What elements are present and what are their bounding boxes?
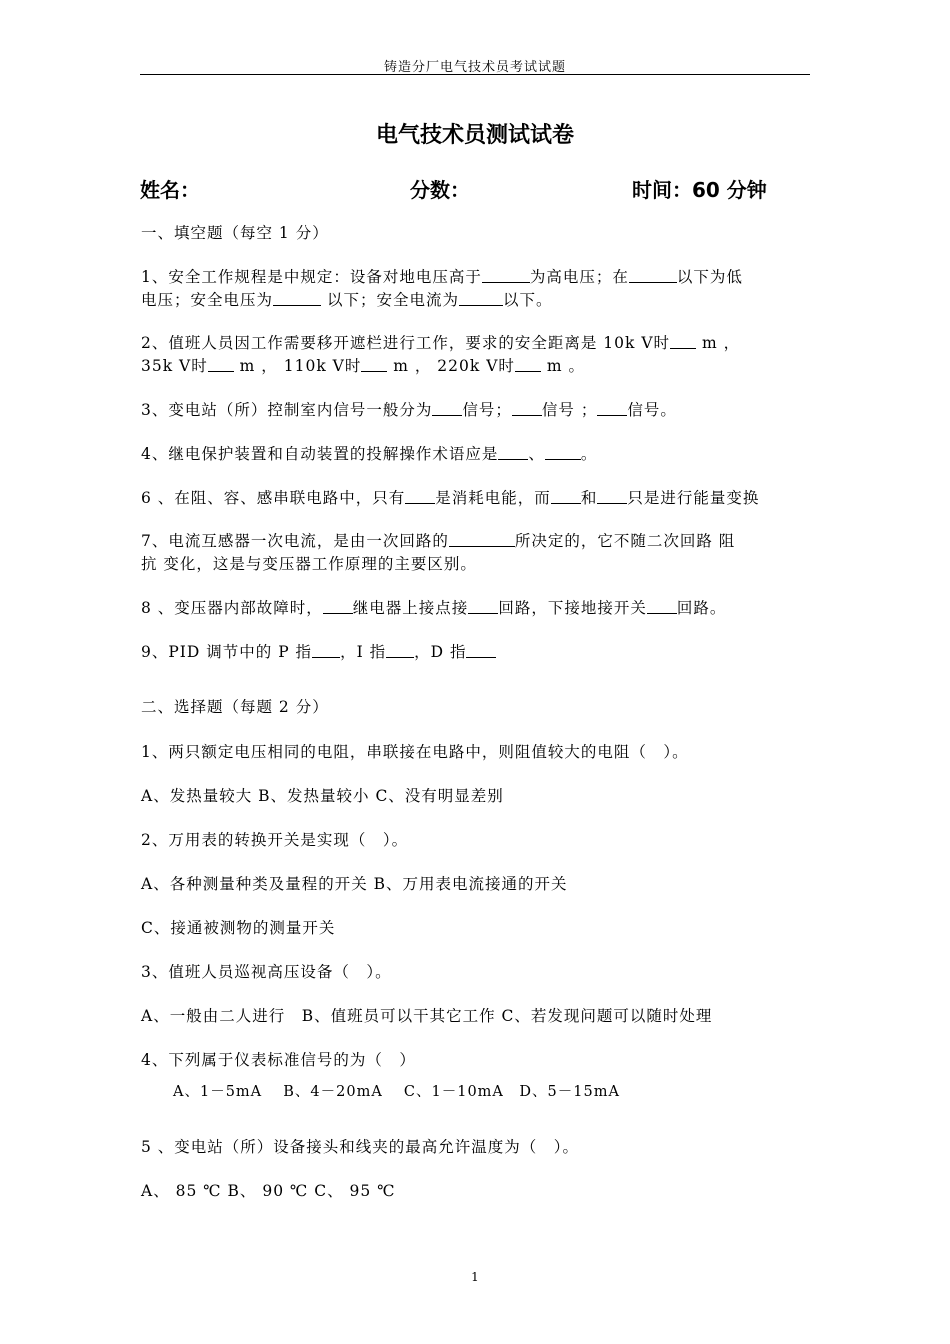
answer-blank[interactable] bbox=[515, 355, 541, 372]
q-text: 6 、在阻、容、感串联电路中，只有 bbox=[141, 489, 406, 507]
q-text: ，D 指 bbox=[414, 643, 467, 661]
answer-blank[interactable] bbox=[498, 443, 528, 460]
question-2-1-options: A、发热量较大 B、发热量较小 C、没有明显差别 bbox=[141, 787, 504, 805]
answer-blank[interactable] bbox=[545, 443, 581, 460]
question-1-2 bbox=[141, 332, 816, 354]
answer-blank[interactable] bbox=[323, 597, 353, 614]
answer-blank[interactable] bbox=[670, 332, 696, 349]
q-text: 以下；安全电流为 bbox=[321, 291, 459, 309]
question-2-5: 5 、变电站（所）设备接头和线夹的最高允许温度为（ ）。 bbox=[141, 1138, 580, 1156]
question-1-1 bbox=[141, 266, 816, 288]
answer-blank[interactable] bbox=[468, 597, 498, 614]
answer-blank[interactable] bbox=[647, 597, 677, 614]
q-text: 7、电流互感器一次电流，是由一次回路的 bbox=[141, 532, 449, 550]
question-2-3: 3、值班人员巡视高压设备（ ）。 bbox=[141, 963, 392, 981]
time-label: 时间：60 分钟 bbox=[632, 178, 767, 202]
answer-blank[interactable] bbox=[273, 289, 321, 306]
question-2-2-options: A、各种测量种类及量程的开关 B、万用表电流接通的开关 bbox=[141, 875, 568, 893]
question-2-2: 2、万用表的转换开关是实现（ ）。 bbox=[141, 831, 409, 849]
answer-blank[interactable] bbox=[597, 399, 627, 416]
question-1-9 bbox=[141, 641, 816, 663]
q-text: ，I 指 bbox=[340, 643, 387, 661]
question-1-7-cont: 抗 变化，这是与变压器工作原理的主要区别。 bbox=[141, 555, 477, 573]
running-header: 铸造分厂电气技术员考试试题 bbox=[383, 60, 566, 75]
question-1-4 bbox=[141, 443, 816, 465]
answer-blank[interactable] bbox=[512, 399, 542, 416]
q-text: 所决定的，它不随二次回路 阻 bbox=[514, 532, 736, 550]
answer-blank[interactable] bbox=[482, 266, 530, 283]
q-text: 为高电压；在 bbox=[529, 268, 629, 286]
question-2-3-options: A、一般由二人进行 B、值班员可以干其它工作 C、若发现问题可以随时处理 bbox=[141, 1007, 713, 1025]
answer-blank[interactable] bbox=[459, 289, 503, 306]
q-text: 和 bbox=[580, 489, 598, 507]
q-text: 9、PID 调节中的 P 指 bbox=[141, 643, 313, 661]
q-text: m ， 220k V时 bbox=[387, 357, 515, 375]
q-text: m ， bbox=[696, 334, 741, 352]
q-text: 回路，下接地接开关 bbox=[498, 599, 647, 617]
question-1-7 bbox=[141, 530, 816, 552]
q-text: 信号 ； bbox=[541, 401, 598, 419]
answer-blank[interactable] bbox=[466, 641, 496, 658]
answer-blank[interactable] bbox=[208, 355, 234, 372]
header-rule bbox=[140, 74, 810, 75]
q-text: 信号。 bbox=[627, 401, 677, 419]
answer-blank[interactable] bbox=[405, 487, 435, 504]
q-text: 以下。 bbox=[502, 291, 553, 309]
answer-blank[interactable] bbox=[551, 487, 581, 504]
answer-blank[interactable] bbox=[432, 399, 462, 416]
question-1-6 bbox=[141, 487, 816, 509]
q-text: 1、安全工作规程是中规定：设备对地电压高于 bbox=[141, 268, 482, 286]
section2-heading: 二、选择题（每题 2 分） bbox=[141, 698, 329, 716]
q-text: 、 bbox=[528, 445, 545, 463]
q-text: 4、继电保护装置和自动装置的投解操作术语应是 bbox=[141, 445, 499, 463]
q-text: 只是进行能量变换 bbox=[627, 489, 760, 507]
answer-blank[interactable] bbox=[386, 641, 414, 658]
q-text: 回路。 bbox=[676, 599, 727, 617]
q-text: 2、值班人员因工作需要移开遮栏进行工作，要求的安全距离是 10k V时 bbox=[141, 334, 671, 352]
question-2-4: 4、下列属于仪表标准信号的为（ ） bbox=[141, 1051, 416, 1069]
answer-blank[interactable] bbox=[629, 266, 677, 283]
name-label: 姓名： bbox=[140, 178, 200, 202]
q-text: 3、变电站（所）控制室内信号一般分为 bbox=[141, 401, 433, 419]
q-text: m 。 bbox=[540, 357, 585, 375]
q-text: 是消耗电能，而 bbox=[435, 489, 551, 507]
question-2-2-options-cont: C、接通被测物的测量开关 bbox=[141, 919, 336, 937]
q-text: 。 bbox=[580, 445, 598, 463]
q-text: 以下为低 bbox=[676, 268, 743, 286]
q-text: 信号； bbox=[462, 401, 512, 419]
q-text: 8 、变压器内部故障时， bbox=[141, 599, 323, 617]
section1-heading: 一、填空题（每空 1 分） bbox=[141, 224, 329, 242]
question-1-1-cont bbox=[141, 289, 816, 311]
question-1-8 bbox=[141, 597, 816, 619]
q-text: 继电器上接点接 bbox=[352, 599, 469, 617]
question-2-4-options: A、1－5mA B、4－20mA C、1－10mA D、5－15mA bbox=[173, 1084, 620, 1100]
question-2-1: 1、两只额定电压相同的电阻，串联接在电路中，则阻值较大的电阻（ ）。 bbox=[141, 743, 689, 761]
page-number: 1 bbox=[471, 1270, 479, 1284]
answer-blank[interactable] bbox=[449, 530, 515, 547]
answer-blank[interactable] bbox=[361, 355, 387, 372]
score-label: 分数： bbox=[410, 178, 470, 202]
answer-blank[interactable] bbox=[312, 641, 340, 658]
q-text: 电压；安全电压为 bbox=[141, 291, 274, 309]
question-1-3 bbox=[141, 399, 816, 421]
question-1-2-cont bbox=[141, 355, 816, 377]
answer-blank[interactable] bbox=[597, 487, 627, 504]
q-text: 35k V时 bbox=[141, 357, 208, 375]
question-2-5-options: A、 85 ℃ B、 90 ℃ C、 95 ℃ bbox=[141, 1182, 396, 1200]
page-title: 电气技术员测试试卷 bbox=[375, 123, 574, 148]
q-text: m ， 110k V时 bbox=[233, 357, 362, 375]
